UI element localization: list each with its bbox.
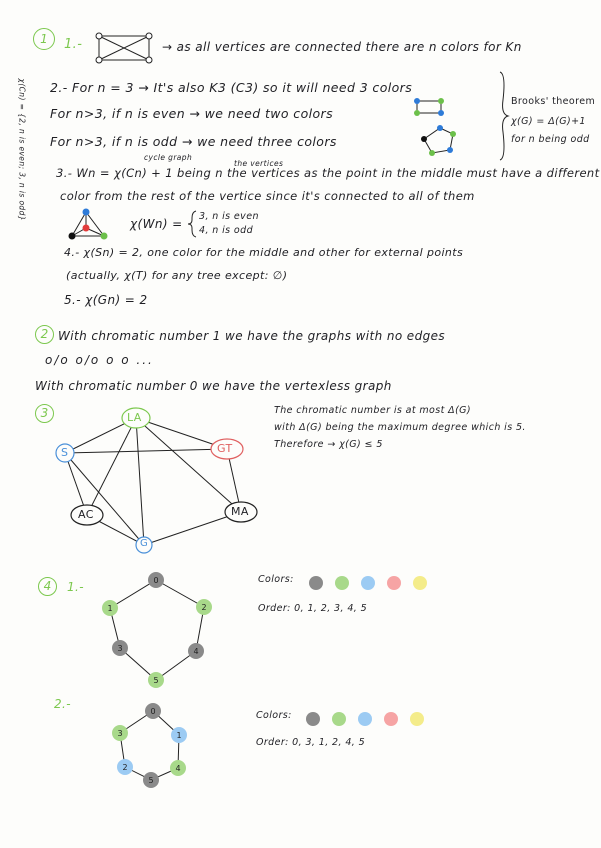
node-g: G: [140, 538, 149, 549]
section-3-marker: 3: [35, 404, 54, 423]
wheel-case-even: 3, n is even: [199, 211, 259, 222]
section-2-marker: 2: [35, 325, 54, 344]
hex-node-label: 0: [153, 576, 159, 585]
hex-node-label: 5: [153, 676, 159, 685]
cycle-graph-annotation: cycle graph: [144, 153, 193, 162]
palette-swatch: [410, 712, 424, 726]
s3-note-2: with Δ(G) being the maximum degree which is 5.: [274, 422, 526, 433]
colors-label-1: Colors:: [258, 574, 294, 585]
chromatic-one-line: With chromatic number 1 we have the graphs with no edges: [58, 329, 446, 343]
palette-swatch: [384, 712, 398, 726]
item-4-line-1: 4.- χ(Sn) = 2, one color for the middle and other for external points: [64, 246, 464, 259]
s3-note-1: The chromatic number is at most Δ(G): [274, 405, 472, 416]
hex-node-label: 2: [122, 763, 128, 772]
chromatic-zero-line: With chromatic number 0 we have the vertexless graph: [35, 379, 392, 393]
item-1-text: → as all vertices are connected there are n colors for Kn: [162, 40, 522, 54]
hex-node-label: 0: [150, 707, 156, 716]
section-4-marker: 4: [38, 577, 57, 596]
node-la: LA: [127, 411, 142, 424]
hex-node-label: 4: [175, 764, 181, 773]
hex-node-label: 3: [117, 644, 123, 653]
hex-node-label: 3: [117, 729, 123, 738]
node-ac: AC: [78, 508, 94, 521]
item-3-line-2: color from the rest of the vertice since it's connected to all of them: [60, 189, 475, 203]
subpart-1-label: 1.-: [67, 580, 84, 594]
palette-swatch: [332, 712, 346, 726]
node-ma: MA: [231, 505, 249, 518]
order-1: Order: 0, 1, 2, 3, 4, 5: [258, 603, 368, 614]
node-gt: GT: [217, 442, 233, 455]
node-s: S: [61, 446, 69, 459]
item-1-number: 1.-: [64, 37, 83, 52]
vertices-annotation: the vertices: [234, 159, 284, 168]
wheel-formula-lhs: χ(Wn) =: [130, 217, 183, 231]
hex-node-label: 1: [107, 604, 113, 613]
item-5: 5.- χ(Gn) = 2: [64, 293, 148, 307]
brooks-formula: χ(G) = Δ(G)+1: [511, 116, 586, 127]
item-2-line-1: 2.- For n = 3 → It's also K3 (C3) so it will need 3 colors: [50, 80, 413, 95]
palette-swatch: [358, 712, 372, 726]
item-3-line-1: 3.- Wn = χ(Cn) + 1 being n the vertices as the point in the middle must have a different: [56, 166, 600, 180]
brooks-note: for n being odd: [511, 134, 590, 145]
s3-note-3: Therefore → χ(G) ≤ 5: [274, 439, 383, 450]
brooks-title: Brooks' theorem: [511, 96, 596, 107]
palette-swatch: [306, 712, 320, 726]
hex-node-label: 1: [176, 731, 182, 740]
colors-label-2: Colors:: [256, 710, 292, 721]
item-4-line-2: (actually, χ(T) for any tree except: ∅): [66, 269, 288, 282]
item-2-line-2: For n>3, if n is even → we need two colors: [50, 106, 334, 121]
order-2: Order: 0, 3, 1, 2, 4, 5: [256, 737, 366, 748]
hex-node-label: 2: [201, 603, 207, 612]
subpart-2-label: 2.-: [54, 697, 71, 711]
hex-node-label: 5: [148, 776, 154, 785]
cycle-formula-vertical: χ(Cn) = {2, n is even; 3, n is odd}: [17, 78, 27, 221]
empty-graphs-sketch: o/o o/o o o ...: [45, 353, 154, 367]
section-1-marker: 1: [33, 28, 55, 50]
hex-node-label: 4: [193, 647, 199, 656]
item-2-line-3: For n>3, if n is odd → we need three colors: [50, 134, 337, 149]
wheel-case-odd: 4, n is odd: [199, 225, 254, 236]
